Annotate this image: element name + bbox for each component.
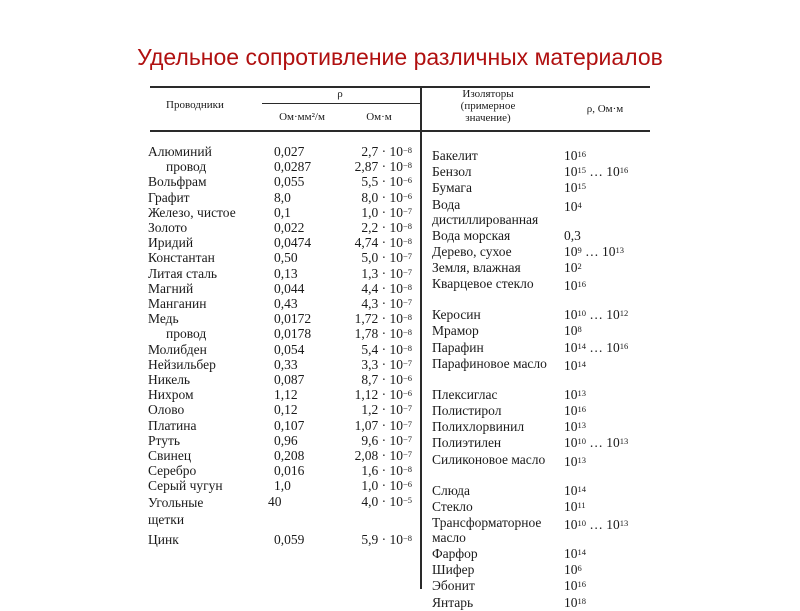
conductor-name: Нихром [148,387,194,403]
conductor-value-mm: 0,087 [274,372,305,387]
conductor-value-mm: 0,96 [274,432,298,448]
conductor-value-mm: 0,13 [274,265,298,281]
insulator-name: Парафин [432,339,484,355]
insulator-value: $10^{14}$ … $10^{16}$ [564,339,629,355]
conductor-value-mm: 40 [268,493,282,509]
conductor-value-mm: 0,12 [274,402,298,418]
insulator-name: Земля, влажная [432,260,521,275]
insulator-value: $10^9$ … $10^{13}$ [564,243,624,259]
conductor-value-m: $1,0 \cdot 10^{-6}$ [361,478,412,494]
conductor-value-mm: 0,0178 [274,326,312,342]
insulator-name: Керосин [432,307,481,323]
conductor-value-m: $1,12 \cdot 10^{-6}$ [354,387,412,403]
conductor-value-m: $1,07 \cdot 10^{-7}$ [354,417,412,433]
conductor-name: Никель [148,372,191,387]
insulator-value: $10^{16}$ [564,403,586,418]
insulator-value: $10^{15}$ … $10^{16}$ [564,164,629,180]
insulator-name: Парафиновое масло [432,355,547,371]
conductor-name: Молибден [148,341,207,357]
column-divider [420,86,422,589]
insulator-name: Эбонит [432,578,475,594]
header-unit-m: Ом·м [366,111,392,123]
insulator-value: $10^{16}$ [564,148,586,163]
conductor-name: Олово [148,402,185,418]
insulator-value: $10^{18}$ [564,594,586,610]
insulator-name: Мрамор [432,323,479,339]
insulator-value: $10^8$ [564,323,582,339]
conductor-value-m: $4,74 \cdot 10^{-8}$ [354,235,412,251]
insulator-value: $10^{10}$ … $10^{12}$ [564,307,629,323]
conductor-value-m: $5,4 \cdot 10^{-8}$ [361,341,412,357]
conductor-value-mm: 0,016 [274,463,305,479]
insulator-value: $10^{10}$ … $10^{13}$ [564,435,629,451]
conductor-name: Графит [148,189,190,205]
conductor-value-mm: 0,33 [274,356,298,372]
insulator-name: Силиконовое масло [432,451,546,467]
conductor-name: Иридий [148,235,194,251]
insulator-name: Полихлорвинил [432,419,525,435]
insulator-value: $10^2$ [564,260,582,275]
conductor-value-mm: 0,50 [274,250,298,266]
conductor-value-m: $2,7 \cdot 10^{-8}$ [361,144,412,159]
insulator-name: Бензол [432,164,472,180]
conductor-name: Медь [148,311,179,327]
header-rho-ins: ρ, Ом·м [586,103,624,115]
conductor-value-m: $1,6 \cdot 10^{-8}$ [361,463,412,479]
insulator-value: 0,3 [564,227,581,243]
conductor-value-mm: 0,0172 [274,311,312,327]
conductor-value-mm: 0,0474 [274,235,312,251]
conductor-value-mm: 0,059 [274,531,305,547]
insulator-value: $10^{10}$ … $10^{13}$ [564,517,629,532]
conductor-value-mm: 8,0 [274,189,291,205]
insulator-name: Полиэтилен [432,435,502,451]
conductor-value-mm: 0,055 [274,174,305,190]
conductor-name: Константан [148,250,215,266]
table-top-rule [150,86,650,88]
conductor-name: Золото [148,220,188,235]
conductor-value-m: $2,08 \cdot 10^{-7}$ [354,448,412,463]
conductor-name: Платина [148,417,197,433]
header-unit-mm: Ом·мм²/м [279,111,325,123]
table-header-rule [150,130,650,132]
conductor-name: Серебро [148,463,197,479]
header-insulators: Изоляторы (примерное значение) [460,88,516,124]
insulator-name: Дерево, сухое [432,243,512,259]
conductor-value-m: $8,0 \cdot 10^{-6}$ [361,189,412,205]
conductor-name: Свинец [148,448,192,463]
conductor-value-m: $1,0 \cdot 10^{-7}$ [361,204,412,220]
insulator-value: $10^{13}$ [564,386,586,402]
conductor-value-m: $2,2 \cdot 10^{-8}$ [361,220,412,235]
conductor-name: Железо, чистое [148,204,236,220]
conductor-name: Вольфрам [148,174,207,190]
conductor-value-mm: 0,054 [274,341,305,357]
insulator-value: $10^{11}$ [564,498,586,514]
insulator-name: Фарфор [432,546,478,561]
insulator-value: $10^6$ [564,562,582,578]
insulator-name: Янтарь [432,594,474,610]
conductor-name: Ртуть [148,432,181,448]
insulator-value: $10^{16}$ [564,578,586,594]
conductor-value-m: $9,6 \cdot 10^{-7}$ [361,432,412,448]
conductor-value-m: $2,87 \cdot 10^{-8}$ [354,159,412,175]
conductor-name: Серый чугун [148,478,223,494]
conductor-value-m: $5,5 \cdot 10^{-6}$ [361,174,412,190]
insulator-name: Бакелит [432,148,478,163]
insulator-value: $10^{15}$ [564,180,586,196]
header-rho: ρ [337,88,343,100]
conductor-name: Алюминий [148,144,212,159]
insulator-name: Вода дистиллированная [432,196,539,227]
conductor-value-mm: 0,1 [274,204,291,220]
conductor-value-mm: 0,027 [274,144,305,159]
conductor-name: Манганин [148,296,207,311]
conductor-value-mm: 0,022 [274,220,305,235]
page-title: Удельное сопротивление различных материалов [137,44,663,70]
conductor-value-m: $5,9 \cdot 10^{-8}$ [361,531,412,547]
conductor-value-mm: 0,107 [274,417,305,433]
conductor-name: Нейзильбер [148,356,216,372]
insulator-name: Вода морская [432,227,511,243]
conductor-value-m: $4,4 \cdot 10^{-8}$ [361,280,412,296]
insulator-name: Бумага [432,180,472,196]
insulator-value: $10^{14}$ [564,482,586,498]
conductor-value-mm: 0,208 [274,448,305,463]
conductor-value-m: $8,7 \cdot 10^{-6}$ [361,372,412,387]
conductor-value-m: $5,0 \cdot 10^{-7}$ [361,250,412,266]
conductor-value-mm: 0,43 [274,296,298,311]
insulator-value: $10^{14}$ [564,357,586,373]
conductor-value-m: $4,0 \cdot 10^{-5}$ [361,493,412,509]
insulator-value: $10^{16}$ [564,278,586,294]
conductor-value-mm: 0,0287 [274,159,312,175]
conductor-name: провод [166,326,207,342]
header-conductors: Проводники [166,99,224,111]
insulator-name: Кварцевое стекло [432,276,534,292]
insulator-value: $10^{13}$ [564,419,586,435]
insulator-name: Трансформаторное масло [432,515,542,545]
conductor-name: Магний [148,280,194,296]
conductor-value-m: $3,3 \cdot 10^{-7}$ [361,356,412,372]
insulator-name: Слюда [432,482,471,498]
conductor-value-m: $1,78 \cdot 10^{-8}$ [354,326,412,342]
unit-divider-rule [262,103,420,104]
insulator-value: $10^{14}$ [564,546,586,561]
conductor-name: Цинк [148,531,179,547]
conductor-value-m: $1,3 \cdot 10^{-7}$ [361,265,412,281]
insulator-value: $10^4$ [564,198,582,214]
conductor-name: Литая сталь [148,265,218,281]
insulator-name: Полистирол [432,403,502,418]
conductor-value-m: $4,3 \cdot 10^{-7}$ [361,296,412,311]
conductor-value-m: $1,2 \cdot 10^{-7}$ [361,402,412,418]
insulator-name: Шифер [432,562,475,578]
conductor-value-mm: 1,0 [274,478,291,494]
insulator-name: Стекло [432,498,473,514]
insulator-name: Плексиглас [432,386,498,402]
conductor-name: провод [166,159,207,175]
conductor-value-mm: 0,044 [274,280,305,296]
conductor-value-m: $1,72 \cdot 10^{-8}$ [354,311,412,327]
conductor-name: Угольные щетки [148,494,204,527]
conductor-value-mm: 1,12 [274,387,298,403]
insulator-value: $10^{13}$ [564,453,586,469]
